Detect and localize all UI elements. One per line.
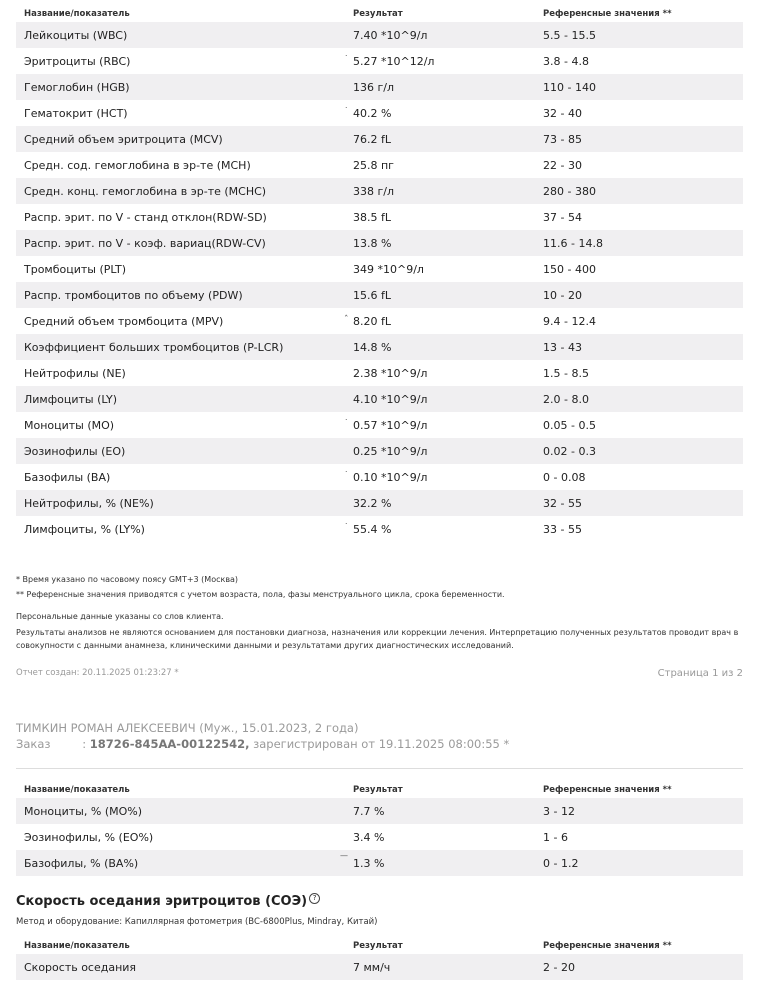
- results-table: [16, 2, 743, 542]
- order-label: Заказ: [16, 737, 51, 751]
- esr-title: [16, 893, 320, 909]
- table-row: [16, 334, 743, 360]
- row-ref: 32 - 40: [543, 107, 582, 120]
- row-ref: 3 - 12: [543, 805, 575, 818]
- row-name: Коэффициент больших тромбоцитов (P-LCR): [24, 341, 284, 354]
- table-row: [16, 516, 743, 542]
- row-result: 32.2 %: [353, 497, 392, 510]
- patient-info: ТИМКИН РОМАН АЛЕКСЕЕВИЧ (Муж., 15.01.2023, 2 года): [16, 721, 359, 735]
- flag-icon: [344, 471, 349, 481]
- row-ref: 3.8 - 4.8: [543, 55, 589, 68]
- row-ref: 0 - 0.08: [543, 471, 586, 484]
- flag-icon: [344, 55, 349, 65]
- header-result: Результат: [353, 9, 403, 19]
- report-created: Отчет создан: 20.11.2025 01:23:27 *: [16, 668, 179, 678]
- results-table-2: [16, 778, 743, 876]
- header-result: Результат: [353, 941, 403, 951]
- row-name: Базофилы (BA): [24, 471, 111, 484]
- row-name: Нейтрофилы, % (NE%): [24, 497, 154, 510]
- row-ref: 1.5 - 8.5: [543, 367, 589, 380]
- row-name: Эозинофилы (EO): [24, 445, 126, 458]
- table-header: [16, 934, 743, 954]
- esr-table: [16, 934, 743, 980]
- row-result: 5.27 *10^12/л: [353, 55, 435, 68]
- row-result: 55.4 %: [353, 523, 392, 536]
- row-name: Моноциты, % (MO%): [24, 805, 142, 818]
- table-row: [16, 308, 743, 334]
- table-row: [16, 386, 743, 412]
- row-result: 2.38 *10^9/л: [353, 367, 428, 380]
- question-circle-icon[interactable]: ?: [309, 893, 320, 904]
- page-number: Страница 1 из 2: [657, 668, 743, 679]
- row-name: Лейкоциты (WBC): [24, 29, 128, 42]
- table-row: [16, 22, 743, 48]
- disclaimer: Результаты анализов не являются основанием для постановки диагноза, назначения или коррекции лечения. Интерпретацию полученных результатов проводит врач в совокупности с данными анамнеза, клиническими данными и результатами других диагностических исследований.: [16, 628, 739, 650]
- row-ref: 110 - 140: [543, 81, 596, 94]
- header-ref: Референсные значения **: [543, 9, 672, 19]
- row-name: Средн. конц. гемоглобина в эр-те (MCHC): [24, 185, 267, 198]
- row-name: Гемоглобин (HGB): [24, 81, 130, 94]
- table-row: [16, 490, 743, 516]
- row-name: Распр. эрит. по V - коэф. вариац(RDW-CV): [24, 237, 266, 250]
- time-footnote: * Время указано по часовому поясу GMT+3 (Москва): [16, 575, 239, 584]
- row-result: 7 мм/ч: [353, 961, 391, 974]
- order-number: 18726-845АА-00122542,: [89, 737, 250, 751]
- row-ref: 37 - 54: [543, 211, 582, 224]
- table-row: [16, 152, 743, 178]
- header-result: Результат: [353, 785, 403, 795]
- table-row: [16, 824, 743, 850]
- table-row: [16, 74, 743, 100]
- row-ref: 150 - 400: [543, 263, 596, 276]
- header-name: Название/показатель: [24, 785, 130, 795]
- row-result: 0.10 *10^9/л: [353, 471, 428, 484]
- esr-method: Метод и оборудование: Капиллярная фотометрия (BC-6800Plus, Mindray, Китай): [16, 917, 378, 927]
- row-name: Лимфоциты (LY): [24, 393, 118, 406]
- table-row: [16, 100, 743, 126]
- row-ref: 10 - 20: [543, 289, 582, 302]
- row-name: Средн. сод. гемоглобина в эр-те (MCH): [24, 159, 251, 172]
- row-ref: 2 - 20: [543, 961, 575, 974]
- row-name: Тромбоциты (PLT): [24, 263, 127, 276]
- row-result: 349 *10^9/л: [353, 263, 424, 276]
- row-ref: 32 - 55: [543, 497, 582, 510]
- flag-icon: [344, 107, 349, 117]
- row-name: Эозинофилы, % (EO%): [24, 831, 154, 844]
- row-result: 14.8 %: [353, 341, 392, 354]
- table-row: [16, 204, 743, 230]
- table-row: [16, 126, 743, 152]
- row-name: Распр. тромбоцитов по объему (PDW): [24, 289, 243, 302]
- esr-title-text: Скорость оседания эритроцитов (СОЭ): [16, 894, 308, 909]
- row-result: 0.57 *10^9/л: [353, 419, 428, 432]
- row-name: Нейтрофилы (NE): [24, 367, 126, 380]
- row-ref: 33 - 55: [543, 523, 582, 536]
- flag-icon: [340, 851, 347, 860]
- row-result: 3.4 %: [353, 831, 385, 844]
- row-ref: 9.4 - 12.4: [543, 315, 596, 328]
- table-header: [16, 2, 743, 22]
- row-ref: 0 - 1.2: [543, 857, 579, 870]
- row-name: Средний объем тромбоцита (MPV): [24, 315, 224, 328]
- row-result: 25.8 пг: [353, 159, 394, 172]
- row-result: 4.10 *10^9/л: [353, 393, 428, 406]
- row-result: 7.40 *10^9/л: [353, 29, 428, 42]
- row-ref: 73 - 85: [543, 133, 582, 146]
- table-row: [16, 438, 743, 464]
- flag-icon: [344, 523, 349, 533]
- row-ref: 1 - 6: [543, 831, 568, 844]
- row-name: Лимфоциты, % (LY%): [24, 523, 145, 536]
- row-ref: 280 - 380: [543, 185, 596, 198]
- row-result: 13.8 %: [353, 237, 392, 250]
- table-row: [16, 360, 743, 386]
- row-name: Скорость оседания: [24, 961, 137, 974]
- row-result: 136 г/л: [353, 81, 395, 94]
- divider: [16, 768, 743, 769]
- header-name: Название/показатель: [24, 941, 130, 951]
- row-result: 0.25 *10^9/л: [353, 445, 428, 458]
- header-ref: Референсные значения **: [543, 941, 672, 951]
- row-result: 38.5 fL: [353, 211, 391, 224]
- flag-icon: [344, 315, 349, 325]
- table-row: [16, 798, 743, 824]
- row-name: Моноциты (MO): [24, 419, 115, 432]
- table-row: [16, 282, 743, 308]
- table-row: [16, 850, 743, 876]
- table-row: [16, 230, 743, 256]
- row-ref: 13 - 43: [543, 341, 582, 354]
- table-row: [16, 412, 743, 438]
- footnotes: [16, 573, 743, 652]
- flag-icon: [344, 419, 349, 429]
- row-result: 1.3 %: [353, 857, 385, 870]
- header-name: Название/показатель: [24, 9, 130, 19]
- row-name: Эритроциты (RBC): [24, 55, 131, 68]
- row-ref: 0.05 - 0.5: [543, 419, 596, 432]
- order-info: Заказ : 18726-845АА-00122542, зарегистрирован от 19.11.2025 08:00:55 *: [16, 737, 510, 751]
- order-registered: зарегистрирован от 19.11.2025 08:00:55 *: [253, 737, 510, 751]
- table-row: [16, 256, 743, 282]
- row-ref: 2.0 - 8.0: [543, 393, 589, 406]
- row-name: Распр. эрит. по V - станд отклон(RDW-SD): [24, 211, 267, 224]
- row-result: 7.7 %: [353, 805, 385, 818]
- table-row: [16, 178, 743, 204]
- row-name: Базофилы, % (BA%): [24, 857, 139, 870]
- row-ref: 0.02 - 0.3: [543, 445, 596, 458]
- header-ref: Референсные значения **: [543, 785, 672, 795]
- row-result: 8.20 fL: [353, 315, 391, 328]
- table-header: [16, 778, 743, 798]
- row-result: 40.2 %: [353, 107, 392, 120]
- table-row: [16, 954, 743, 980]
- row-result: 15.6 fL: [353, 289, 391, 302]
- row-ref: 11.6 - 14.8: [543, 237, 603, 250]
- table-row: [16, 464, 743, 490]
- row-result: 338 г/л: [353, 185, 395, 198]
- row-name: Средний объем эритроцита (MCV): [24, 133, 223, 146]
- row-ref: 22 - 30: [543, 159, 582, 172]
- row-ref: 5.5 - 15.5: [543, 29, 596, 42]
- row-name: Гематокрит (HCT): [24, 107, 128, 120]
- ref-footnote: ** Референсные значения приводятся с учетом возраста, пола, фазы менструального цикла, срока беременности.: [16, 590, 505, 599]
- personal-data-note: Персональные данные указаны со слов клиента.: [16, 612, 224, 621]
- row-result: 76.2 fL: [353, 133, 391, 146]
- table-row: [16, 48, 743, 74]
